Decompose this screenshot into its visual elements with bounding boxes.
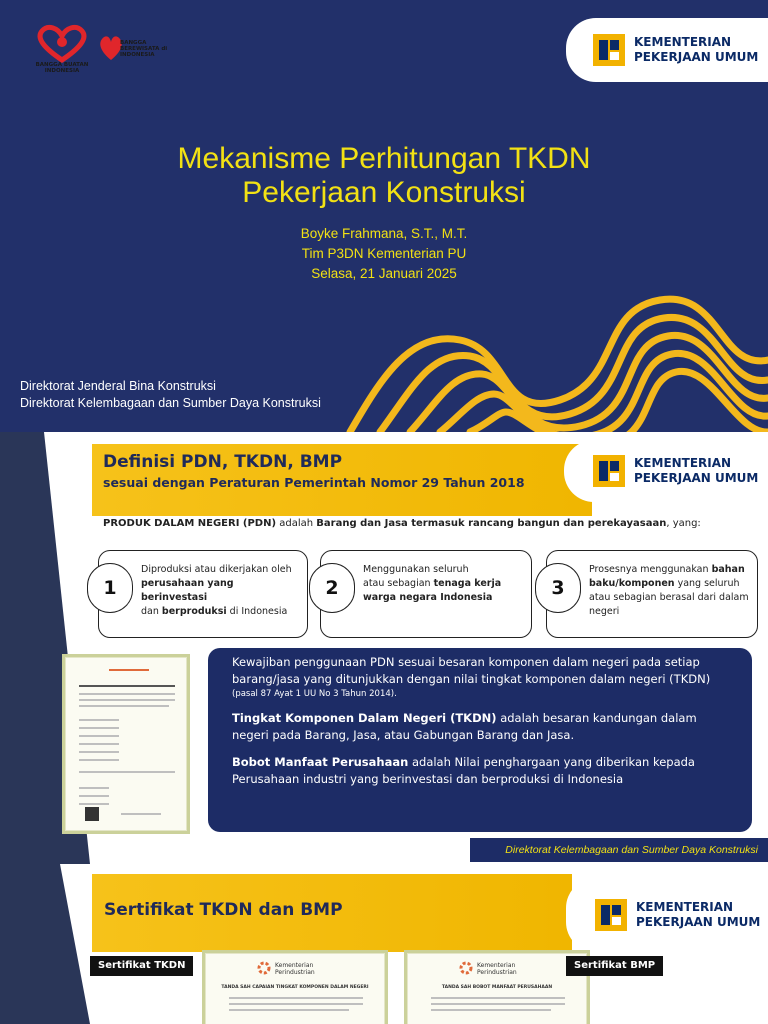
directorate-footer: Direktorat Kelembagaan dan Sumber Daya Konstruksi — [470, 838, 768, 862]
tkdn-definition: adalah besaran kandungan dalam negeri pada Barang, Jasa, atau Gabungan Barang dan Jasa. — [232, 711, 697, 742]
logo-line2: PEKERJAAN UMUM — [636, 915, 761, 929]
pdn-definition — [103, 518, 701, 529]
presenter-team: Tim P3DN Kementerian PU — [301, 246, 467, 261]
kementerian-pu-logo — [564, 440, 768, 502]
bangga-buatan-indonesia-logo — [30, 22, 94, 78]
card2-b1: tenaga kerja — [433, 578, 502, 589]
gear-icon — [459, 961, 473, 975]
presenter-name: Boyke Frahmana, S.T., M.T. — [300, 226, 468, 241]
footer-line1: Direktorat Jenderal Bina Konstruksi — [20, 379, 216, 393]
slide-title — [0, 142, 768, 210]
slide-subheading: sesuai dengan Peraturan Pemerintah Nomor 29 Tahun 2018 — [103, 475, 525, 490]
criteria-card-3 — [546, 550, 758, 638]
pdn-obligation: Kewajiban penggunaan PDN sesuai besaran komponen dalam negeri pada setiap barang/jasa yang ditunjukkan dengan nilai tingkat komponen dalam negeri (TKDN) — [232, 655, 711, 686]
pu-emblem-icon — [594, 898, 628, 932]
heart-icon — [30, 22, 94, 64]
pdn-term: PRODUK DALAM NEGERI (PDN) — [103, 518, 277, 529]
tkdn-term: Tingkat Komponen Dalam Negeri (TKDN) — [232, 711, 497, 725]
decorative-corner — [0, 864, 90, 1024]
cert-title: TANDA SAH BOBOT MANFAAT PERUSAHAAN — [441, 985, 553, 990]
gear-icon — [257, 961, 271, 975]
bmp-certificate-label: Sertifikat BMP — [566, 956, 663, 976]
card2-b2: warga negara Indonesia — [363, 592, 493, 603]
definition-slide — [0, 432, 768, 864]
logo-line1: KEMENTERIAN — [634, 35, 732, 49]
kementerian-pu-logo — [566, 878, 768, 952]
card3-b1: bahan baku/komponen — [589, 564, 745, 589]
card1-post: di Indonesia — [229, 606, 288, 617]
title-line2: Pekerjaan Konstruksi — [242, 176, 526, 209]
card1-pre: Diproduksi atau dikerjakan oleh — [141, 564, 292, 575]
slide-heading: Definisi PDN, TKDN, BMP — [103, 452, 343, 472]
tkdn-certificate-label: Sertifikat TKDN — [90, 956, 193, 976]
logo-line1: KEMENTERIAN — [634, 456, 732, 470]
badge-caption: BANGGA BEREWISATA di INDONESIA — [120, 40, 168, 58]
certificate-slide — [0, 864, 768, 1024]
footer-line2: Direktorat Kelembagaan dan Sumber Daya Konstruksi — [20, 396, 321, 410]
title-slide — [0, 0, 768, 432]
issuer-line1: Kementerian — [275, 962, 314, 969]
pu-emblem-icon — [592, 454, 626, 488]
presenter-block — [0, 224, 768, 284]
presentation-date: Selasa, 21 Januari 2025 — [311, 266, 457, 281]
issuer-line1: Kementerian — [477, 962, 516, 969]
pdn-obligation-reference: (pasal 87 Ayat 1 UU No 3 Tahun 2014). — [232, 689, 397, 699]
card2-mid: atau sebagian — [363, 578, 431, 589]
tkdn-certificate-image — [62, 654, 190, 834]
definitions-panel — [208, 648, 752, 832]
pdn-emphasis: Barang dan Jasa termasuk rancang bangun dan perekayasaan — [316, 518, 667, 529]
card1-b2: berproduksi — [161, 606, 227, 617]
bmp-definition: adalah Nilai penghargaan yang diberikan kepada Perusahaan industri yang berinvestasi dan berproduksi di Indonesia — [232, 755, 695, 786]
pdn-tail: , yang: — [666, 518, 701, 529]
criteria-number: 3 — [535, 563, 581, 613]
badge-caption: BANGGA BUATAN INDONESIA — [35, 62, 89, 74]
issuer-line2: Perindustrian — [477, 969, 517, 976]
pu-emblem-icon — [592, 33, 626, 67]
kementerian-pu-logo — [566, 18, 768, 82]
slide-heading: Sertifikat TKDN dan BMP — [104, 900, 343, 920]
logo-line2: PEKERJAAN UMUM — [634, 50, 759, 64]
card2-pre: Menggunakan seluruh — [363, 564, 469, 575]
issuer-line2: Perindustrian — [275, 969, 315, 976]
criteria-number: 2 — [309, 563, 355, 613]
bangga-berwisata-logo — [98, 30, 170, 70]
directorate-footer — [20, 378, 321, 412]
tkdn-certificate-image — [202, 950, 388, 1024]
cert-title: TANDA SAH CAPAIAN TINGKAT KOMPONEN DALAM NEGERI — [221, 985, 369, 990]
pdn-connector: adalah — [279, 518, 314, 529]
card3-mid: yang seluruh — [677, 578, 740, 589]
criteria-card-1 — [98, 550, 308, 638]
criteria-card-2 — [320, 550, 532, 638]
card3-pre: Prosesnya menggunakan — [589, 564, 709, 575]
criteria-number: 1 — [87, 563, 133, 613]
card1-b1: perusahaan yang berinvestasi — [141, 578, 234, 603]
title-line1: Mekanisme Perhitungan TKDN — [177, 142, 591, 175]
card3-post: atau sebagian berasal dari dalam negeri — [589, 592, 749, 617]
logo-line2: PEKERJAAN UMUM — [634, 471, 759, 485]
card1-mid: dan — [141, 606, 159, 617]
bmp-certificate-image — [404, 950, 590, 1024]
logo-line1: KEMENTERIAN — [636, 900, 734, 914]
bmp-term: Bobot Manfaat Perusahaan — [232, 755, 409, 769]
